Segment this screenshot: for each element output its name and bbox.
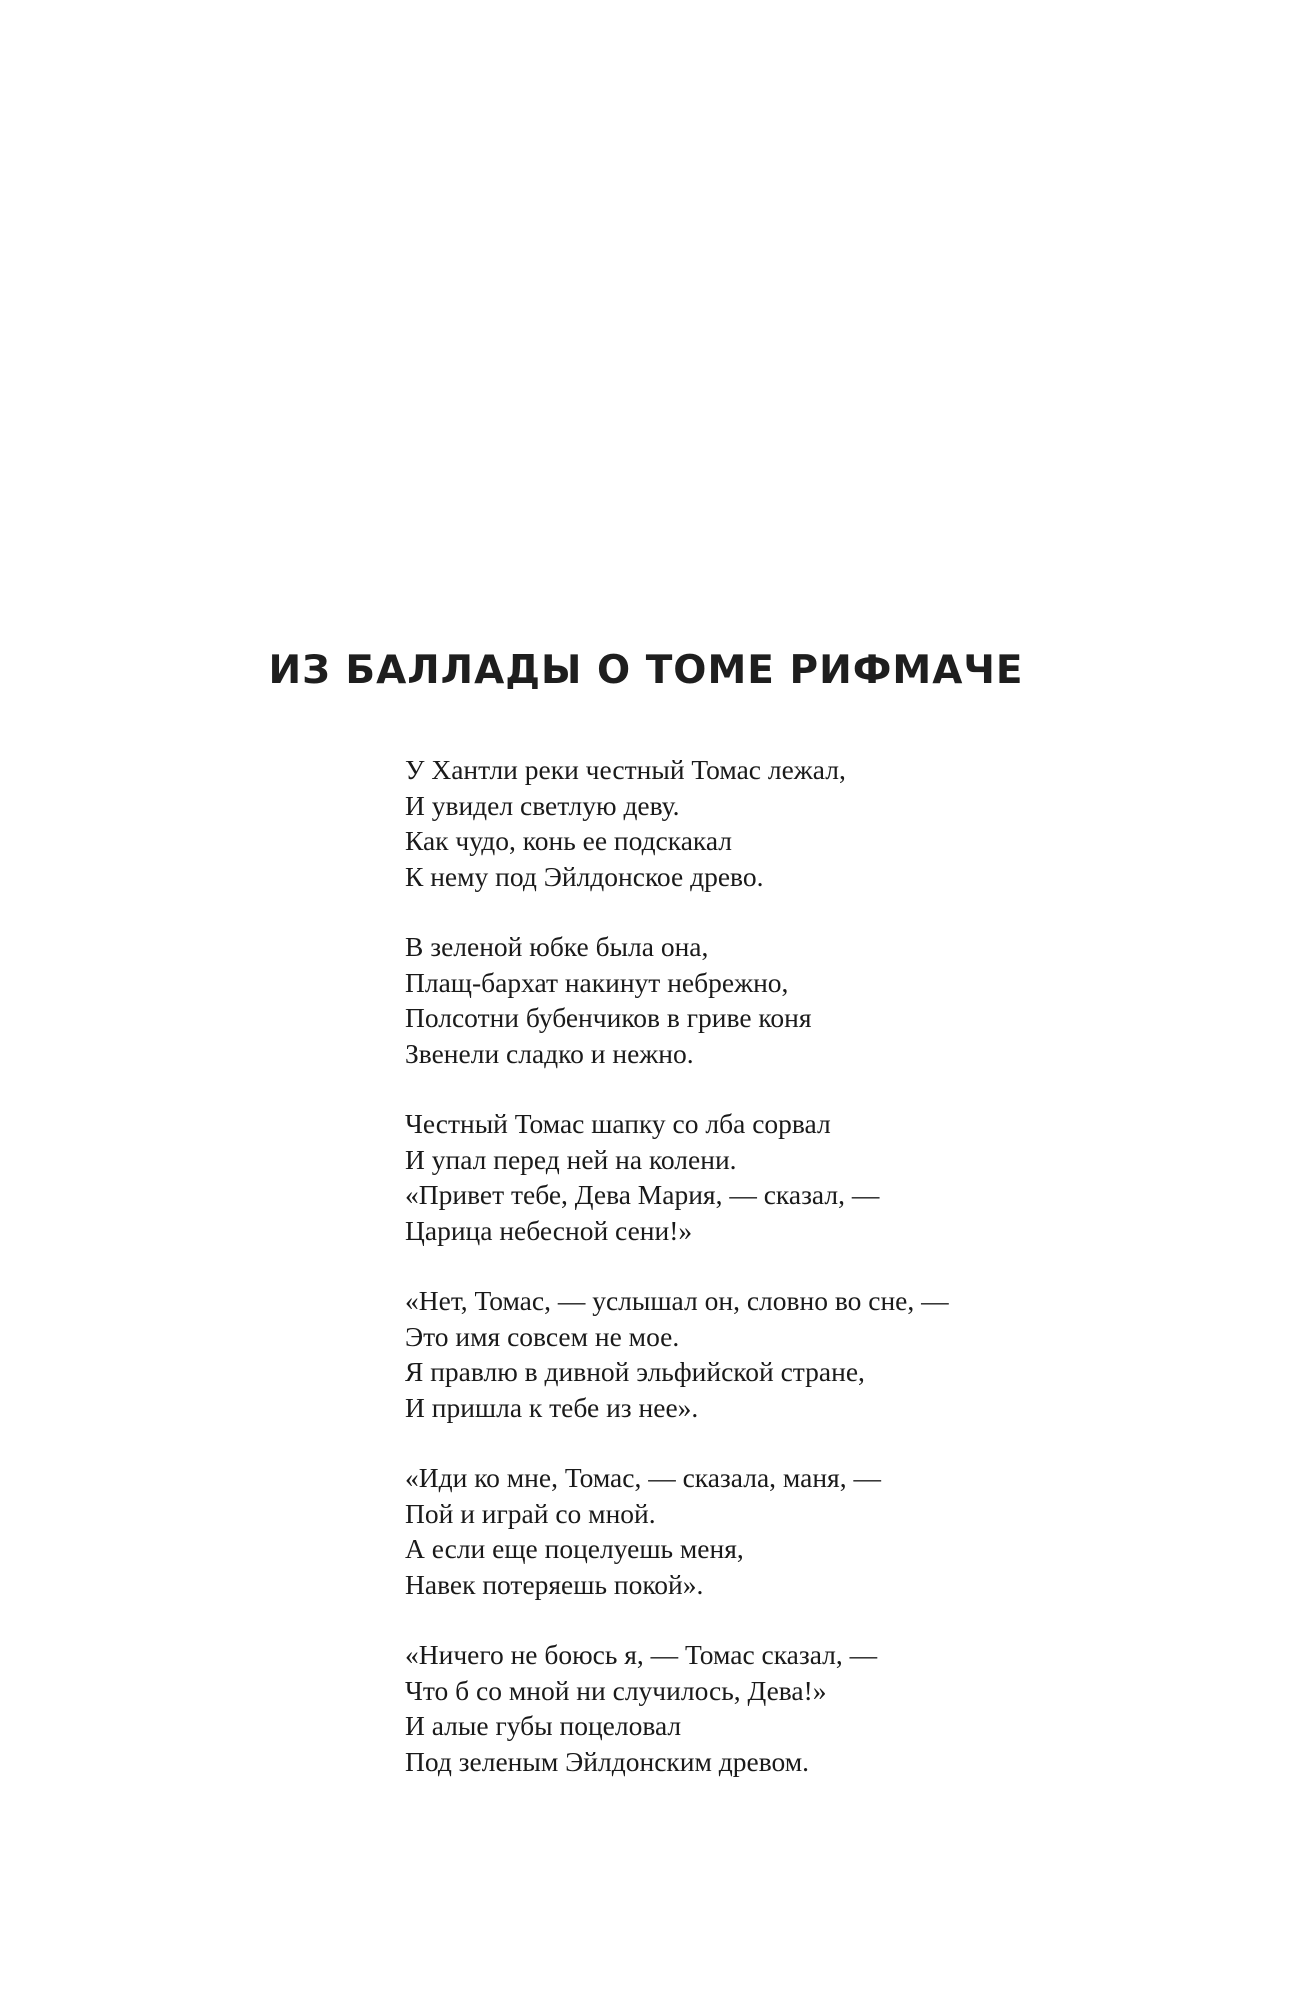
- page-title: ИЗ БАЛЛАДЫ О ТОМЕ РИФМАЧЕ: [268, 648, 1024, 693]
- poem-line: Что б со мной ни случилось, Дева!»: [405, 1674, 827, 1706]
- poem-line: К нему под Эйлдонское древо.: [405, 860, 764, 892]
- poem-line: Царица небесной сени!»: [405, 1214, 693, 1246]
- poem-line: И увидел светлую деву.: [405, 789, 680, 821]
- stanza: [405, 1106, 1265, 1248]
- stanza: [405, 752, 1265, 894]
- poem-line: Как чудо, конь ее подскакал: [405, 825, 733, 856]
- poem-line: И пришла к тебе из нее».: [405, 1391, 699, 1423]
- poem-line: Я правлю в дивной эльфийской стране,: [405, 1356, 865, 1387]
- poem-line: В зеленой юбке была она,: [405, 931, 709, 962]
- stanza: [405, 1460, 1265, 1602]
- stanza: [405, 1283, 1265, 1425]
- poem-line: Под зеленым Эйлдонским древом.: [405, 1745, 810, 1777]
- poem-line: «Иди ко мне, Томас, — сказала, маня, —: [405, 1462, 881, 1493]
- poem: [405, 752, 1265, 1814]
- poem-line: И упал перед ней на колени.: [405, 1143, 737, 1175]
- poem-line: У Хантли реки честный Томас лежал,: [405, 754, 846, 785]
- poem-line: А если еще поцелуешь меня,: [405, 1533, 744, 1564]
- poem-line: «Нет, Томас, — услышал он, словно во сне, —: [405, 1285, 949, 1316]
- poem-line: И алые губы поцеловал: [405, 1710, 682, 1741]
- poem-line: Это имя совсем не мое.: [405, 1320, 680, 1352]
- poem-line: Полсотни бубенчиков в гриве коня: [405, 1002, 812, 1033]
- stanza: [405, 1637, 1265, 1779]
- poem-line: Звенели сладко и нежно.: [405, 1037, 694, 1069]
- poem-line: «Ничего не боюсь я, — Томас сказал, —: [405, 1639, 878, 1670]
- poem-line: «Привет тебе, Дева Мария, — сказал, —: [405, 1179, 880, 1210]
- poem-line: Плащ-бархат накинут небрежно,: [405, 966, 789, 998]
- stanza: [405, 929, 1265, 1071]
- poem-line: Честный Томас шапку со лба сорвал: [405, 1108, 831, 1139]
- poem-line: Навек потеряешь покой».: [405, 1568, 704, 1600]
- poem-line: Пой и играй со мной.: [405, 1497, 656, 1529]
